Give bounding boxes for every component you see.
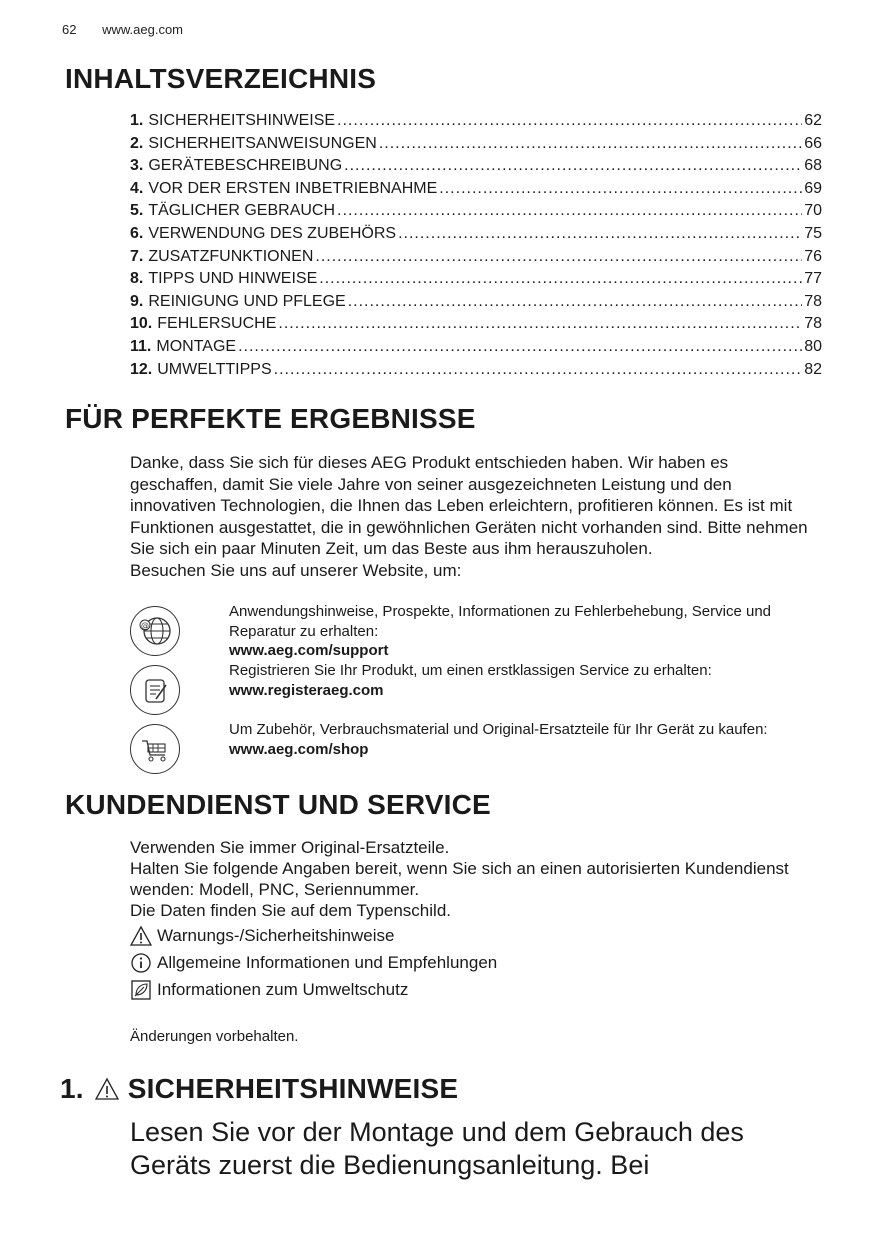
register-description: Registrieren Sie Ihr Produkt, um einen erstklassigen Service zu erhalten: bbox=[229, 662, 712, 679]
toc-leader-dots bbox=[379, 133, 802, 156]
toc-leader-dots bbox=[439, 178, 802, 201]
toc-entry-page: 78 bbox=[804, 315, 822, 333]
toc-entry-page: 82 bbox=[804, 360, 822, 378]
toc-entry[interactable] bbox=[130, 268, 822, 291]
legend-info bbox=[130, 952, 497, 974]
toc-entry-title: GERÄTEBESCHREIBUNG bbox=[148, 157, 343, 175]
environment-leaf-icon bbox=[130, 979, 152, 1001]
toc-entry-title: SICHERHEITSANWEISUNGEN bbox=[148, 134, 377, 152]
visit-intro: Besuchen Sie uns auf unserer Website, um: bbox=[130, 560, 462, 580]
support-description: Anwendungshinweise, Prospekte, Informationen zu Fehlerbehebung, Service und Reparatur zu erhalten: bbox=[229, 603, 772, 640]
toc-entry[interactable] bbox=[130, 110, 822, 133]
kunden-line-3: Die Daten finden Sie auf dem Typenschild. bbox=[130, 901, 451, 920]
toc-leader-dots bbox=[238, 336, 802, 359]
shop-description: Um Zubehör, Verbrauchsmaterial und Original-Ersatzteile für Ihr Gerät zu kaufen: bbox=[229, 721, 768, 738]
perfekt-body bbox=[130, 452, 820, 581]
section-number: 1. bbox=[60, 1073, 84, 1104]
toc-entry-title: SICHERHEITSHINWEISE bbox=[148, 112, 336, 129]
toc-entry-page: 69 bbox=[804, 179, 822, 197]
toc-entry-page: 75 bbox=[804, 224, 822, 242]
toc-entry-title: VERWENDUNG DES ZUBEHÖRS bbox=[148, 224, 397, 242]
toc-entry-number: 1. bbox=[130, 112, 144, 129]
changes-note: Änderungen vorbehalten. bbox=[130, 1028, 299, 1045]
toc-entry[interactable] bbox=[130, 246, 822, 269]
toc-entry[interactable] bbox=[130, 178, 822, 201]
toc-entry-title: TÄGLICHER GEBRAUCH bbox=[148, 202, 336, 220]
toc-entry-number: 8. bbox=[130, 270, 144, 288]
warning-triangle-icon bbox=[130, 925, 152, 947]
shopping-cart-icon bbox=[130, 724, 180, 774]
toc-leader-dots bbox=[337, 110, 802, 133]
register-form-icon bbox=[130, 665, 180, 715]
header-url[interactable]: www.aeg.com bbox=[102, 22, 184, 37]
section-heading-perfekt: FÜR PERFEKTE ERGEBNISSE bbox=[65, 403, 476, 434]
toc-entry-number: 12. bbox=[130, 360, 153, 378]
toc-entry-page: 76 bbox=[804, 247, 822, 265]
legend-warning-label: Warnungs-/Sicherheitshinweise bbox=[157, 926, 395, 945]
toc-entry[interactable] bbox=[130, 336, 822, 359]
support-link[interactable]: www.aeg.com/support bbox=[229, 642, 389, 659]
toc-entry-number: 5. bbox=[130, 202, 144, 220]
toc-entry-number: 4. bbox=[130, 179, 144, 197]
page-header bbox=[62, 22, 183, 37]
toc-entry-page: 62 bbox=[804, 112, 822, 129]
toc-entry[interactable] bbox=[130, 133, 822, 156]
toc-entry[interactable] bbox=[130, 291, 822, 314]
shop-text bbox=[229, 720, 809, 759]
toc-leader-dots bbox=[348, 291, 803, 314]
toc-entry-number: 11. bbox=[130, 337, 152, 355]
kunden-body bbox=[130, 837, 820, 921]
toc-entry[interactable] bbox=[130, 223, 822, 246]
register-text bbox=[229, 661, 809, 700]
toc-entry[interactable] bbox=[130, 359, 822, 382]
legend-environment-label: Informationen zum Umweltschutz bbox=[157, 980, 409, 999]
toc-entry-page: 68 bbox=[804, 157, 822, 175]
toc-entry-page: 66 bbox=[804, 134, 822, 152]
toc-leader-dots bbox=[315, 246, 802, 269]
toc-entry-title: UMWELTTIPPS bbox=[157, 360, 272, 378]
toc-heading: INHALTSVERZEICHNIS bbox=[65, 63, 377, 94]
toc-entry-number: 10. bbox=[130, 315, 153, 333]
sicherheit-body: Lesen Sie vor der Montage und dem Gebrauch des Geräts zuerst die Bedienungsanleitung. Bei bbox=[130, 1117, 744, 1180]
toc-entry-title: VOR DER ERSTEN INBETRIEBNAHME bbox=[148, 179, 438, 197]
toc-entry[interactable] bbox=[130, 313, 822, 336]
toc-leader-dots bbox=[278, 313, 802, 336]
legend-info-label: Allgemeine Informationen und Empfehlungen bbox=[157, 953, 498, 972]
section-heading-sicherheit bbox=[60, 1073, 458, 1105]
toc-entry-page: 78 bbox=[804, 292, 822, 310]
info-icon bbox=[130, 952, 152, 974]
toc-entry-page: 80 bbox=[804, 337, 822, 355]
register-link[interactable]: www.registeraeg.com bbox=[229, 681, 384, 699]
toc-entry-number: 7. bbox=[130, 247, 144, 265]
warning-triangle-icon bbox=[94, 1077, 120, 1101]
kunden-line-1: Verwenden Sie immer Original-Ersatzteile. bbox=[130, 838, 450, 857]
toc-entry-title: TIPPS UND HINWEISE bbox=[148, 270, 318, 288]
toc-leader-dots bbox=[274, 359, 803, 382]
section-title: SICHERHEITSHINWEISE bbox=[127, 1073, 459, 1104]
toc-entry-title: MONTAGE bbox=[156, 337, 237, 355]
support-text bbox=[229, 602, 809, 661]
toc-leader-dots bbox=[398, 223, 802, 246]
toc-entry-number: 6. bbox=[130, 224, 144, 242]
toc-leader-dots bbox=[319, 268, 802, 291]
toc-entry-page: 70 bbox=[804, 202, 822, 220]
shop-link[interactable]: www.aeg.com/shop bbox=[229, 740, 369, 758]
toc-entry[interactable] bbox=[130, 200, 822, 223]
toc-entry-page: 77 bbox=[804, 270, 822, 288]
toc-leader-dots bbox=[344, 155, 802, 178]
toc-entry-title: ZUSATZFUNKTIONEN bbox=[148, 247, 314, 265]
legend-warning bbox=[130, 925, 394, 947]
section-heading-kunden: KUNDENDIENST UND SERVICE bbox=[65, 789, 491, 820]
kunden-line-2: Halten Sie folgende Angaben bereit, wenn Sie sich an einen autorisierten Kundendienst wenden: Modell, PNC, Seriennummer. bbox=[130, 859, 789, 899]
svg-text:@: @ bbox=[141, 621, 149, 630]
toc-entry-number: 3. bbox=[130, 157, 144, 175]
page-number: 62 bbox=[62, 22, 77, 37]
table-of-contents bbox=[130, 110, 822, 381]
toc-entry-number: 2. bbox=[130, 134, 144, 152]
toc-leader-dots bbox=[337, 200, 802, 223]
web-globe-icon bbox=[130, 606, 180, 656]
toc-entry[interactable] bbox=[130, 155, 822, 178]
legend-environment bbox=[130, 979, 408, 1001]
toc-entry-title: FEHLERSUCHE bbox=[157, 315, 277, 333]
toc-entry-number: 9. bbox=[130, 292, 144, 310]
perfekt-paragraph: Danke, dass Sie sich für dieses AEG Produkt entschieden haben. Wir haben es geschaffen, damit Sie viele Jahre von seiner ausgezeichneten Leistung und den innovativen Technologien, die Ihnen das Leben erleichtern, profitieren können. Es ist mit Funktionen ausgestattet, die in gewöhnlichen Geräten nicht vorhanden sind. Bitte nehmen Sie sich ein paar Minuten Zeit, um das Beste aus ihm herauszuholen. bbox=[130, 453, 808, 558]
toc-entry-title: REINIGUNG UND PFLEGE bbox=[148, 292, 346, 310]
